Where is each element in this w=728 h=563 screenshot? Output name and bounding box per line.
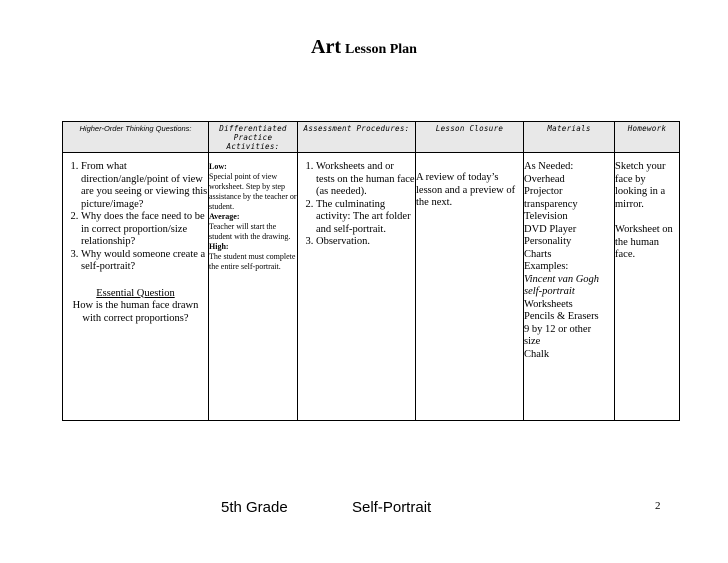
assessment-item: 3. Observation. — [316, 236, 415, 249]
page-number: 2 — [655, 500, 661, 512]
material-item: Chalk — [524, 348, 550, 360]
essential-question-text: How is the human face drawn with correct proportions? — [72, 300, 199, 324]
header-assessment: Assessment Procedures: — [298, 122, 416, 153]
material-item: transparency — [524, 198, 578, 210]
essential-question — [63, 288, 208, 326]
material-item: Television — [524, 211, 568, 222]
essential-question-title: Essential Question — [96, 287, 175, 299]
level-low-text: Special point of view worksheet. Step by step assistance by the teacher or student. — [209, 172, 297, 211]
material-item-example: self-portrait — [524, 286, 575, 297]
question-item: 3. Why would someone create a self-portrait? — [81, 249, 208, 274]
header-homework: Homework — [615, 122, 680, 153]
closure-cell: A review of today’s lesson and a preview of the next. — [416, 153, 524, 421]
page-title — [0, 36, 728, 59]
footer-grade: 5th Grade — [221, 499, 288, 516]
assessment-item: 2. The culminating activity: The art folder and self-portrait. — [316, 199, 415, 237]
questions-cell — [63, 153, 209, 421]
table-row — [63, 153, 680, 421]
assessment-list — [298, 161, 415, 249]
material-item: Projector — [524, 186, 563, 197]
lesson-plan-table — [62, 121, 680, 421]
assessment-item: 1. Worksheets and or tests on the human face (as needed). — [316, 161, 415, 199]
material-item: Personality — [524, 236, 572, 247]
differentiated-cell — [209, 153, 298, 421]
level-average-text: Teacher will start the student with the drawing. — [209, 222, 291, 241]
material-item-example: Vincent van Gogh — [524, 273, 600, 285]
material-item: Charts — [524, 248, 552, 260]
question-item: 1. From what direction/angle/point of view are you seeing or viewing this picture/image? — [81, 161, 208, 211]
header-materials: Materials — [524, 122, 615, 153]
footer-topic: Self-Portrait — [352, 499, 432, 516]
table-header-row — [63, 122, 680, 153]
material-item: Pencils & Erasers — [524, 311, 599, 322]
material-item: DVD Player — [524, 223, 577, 235]
material-item: size — [524, 336, 541, 347]
material-item: As Needed: — [524, 161, 574, 172]
header-closure: Lesson Closure — [416, 122, 524, 153]
material-item: 9 by 12 or other — [524, 323, 592, 335]
questions-list — [63, 161, 208, 274]
homework-cell — [615, 153, 680, 421]
level-average-label: Average: — [209, 212, 240, 221]
homework-item: Worksheet on the human face. — [615, 224, 673, 260]
title-main: Art — [311, 36, 341, 58]
level-high-label: High: — [209, 242, 229, 251]
material-item: Worksheets — [524, 298, 573, 310]
assessment-cell — [298, 153, 416, 421]
level-high-text: The student must complete the entire self-portrait. — [209, 252, 296, 271]
homework-item: Sketch your face by looking in a mirror. — [615, 161, 666, 210]
homework-spacer — [615, 211, 679, 224]
materials-cell — [524, 153, 615, 421]
header-differentiated: Differentiated Practice Activities: — [209, 122, 298, 153]
level-low-label: Low: — [209, 162, 227, 171]
header-questions: Higher-Order Thinking Questions: — [63, 122, 209, 153]
material-item: Examples: — [524, 261, 569, 272]
title-sub: Lesson Plan — [345, 42, 417, 57]
material-item: Overhead — [524, 173, 565, 185]
question-item: 2. Why does the face need to be in correct proportion/size relationship? — [81, 211, 208, 249]
